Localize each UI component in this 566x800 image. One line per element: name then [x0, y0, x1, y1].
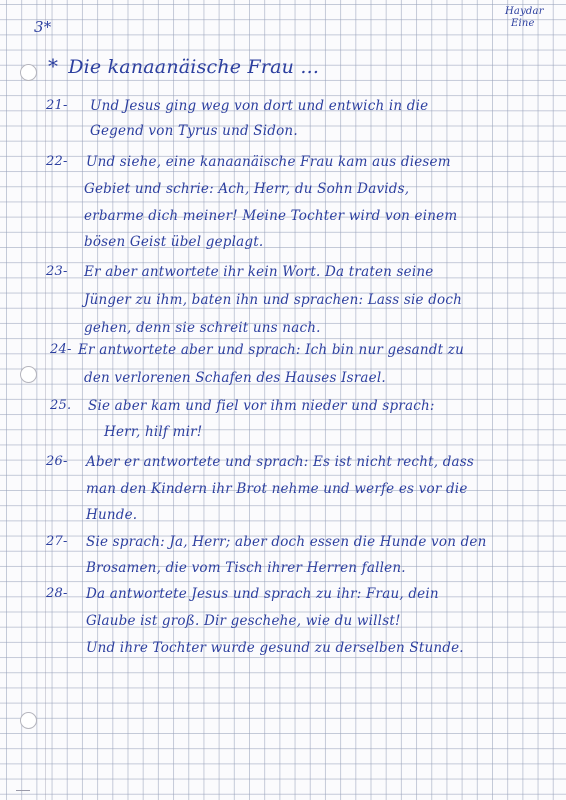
verse-line: Gegend von Tyrus und Sidon.	[90, 123, 298, 139]
verse-number: 28-	[46, 586, 68, 601]
verse-number: 26-	[46, 454, 68, 469]
author-name-line-1: Haydar	[505, 6, 544, 17]
verse-line: den verlorenen Schafen des Hauses Israel.	[84, 370, 386, 386]
page-number	[34, 18, 51, 36]
verse-line: Und Jesus ging weg von dort und entwich in die	[90, 98, 429, 114]
verse-number: 23-	[46, 264, 68, 279]
page-number-value: 3	[34, 18, 44, 36]
verse-line: Sie sprach: Ja, Herr; aber doch essen die Hunde von den	[86, 534, 487, 550]
page-title: Die kanaanäische Frau ...	[68, 56, 320, 78]
verse-number: 22-	[46, 154, 68, 169]
verse-line: Und ihre Tochter wurde gesund zu derselben Stunde.	[86, 640, 464, 656]
title-row	[48, 54, 319, 78]
star-bullet: *	[48, 54, 59, 78]
verse-line: Glaube ist groß. Dir geschehe, wie du willst!	[86, 613, 401, 629]
verse-line: Und siehe, eine kanaanäische Frau kam aus diesem	[86, 154, 451, 170]
verse-line: Jünger zu ihm, baten ihn und sprachen: Lass sie doch	[84, 292, 463, 308]
verse-line: Er antwortete aber und sprach: Ich bin nur gesandt zu	[78, 342, 464, 358]
verse-line: erbarme dich meiner! Meine Tochter wird von einem	[84, 208, 458, 224]
verse-line: gehen, denn sie schreit uns nach.	[84, 320, 321, 336]
punch-hole-middle	[20, 366, 37, 383]
author-name	[505, 6, 544, 30]
verse-number: 21-	[46, 98, 68, 113]
verse-line: Aber er antwortete und sprach: Es ist nicht recht, dass	[86, 454, 475, 470]
page-number-star: *	[43, 18, 52, 36]
verse-line: Herr, hilf mir!	[104, 424, 203, 440]
verse-line: Da antwortete Jesus und sprach zu ihr: Frau, dein	[86, 586, 439, 602]
verse-number: 27-	[46, 534, 68, 549]
verse-line: man den Kindern ihr Brot nehme und werfe es vor die	[86, 481, 468, 497]
verse-line: bösen Geist übel geplagt.	[84, 234, 264, 250]
margin-line	[45, 0, 46, 800]
verse-line: Brosamen, die vom Tisch ihrer Herren fallen.	[86, 560, 406, 576]
verse-number: 24-	[50, 342, 72, 357]
verse-line: Er aber antwortete ihr kein Wort. Da traten seine	[84, 264, 434, 280]
punch-hole-top	[20, 64, 37, 81]
verse-line: Sie aber kam und fiel vor ihm nieder und sprach:	[88, 398, 435, 414]
verse-line: Gebiet und schrie: Ach, Herr, du Sohn Davids,	[84, 181, 410, 197]
punch-hole-bottom	[20, 712, 37, 729]
edge-mark	[16, 790, 30, 791]
verse-number: 25.	[50, 398, 72, 413]
author-name-line-2: Eine	[511, 18, 535, 29]
verse-line: Hunde.	[86, 507, 138, 523]
